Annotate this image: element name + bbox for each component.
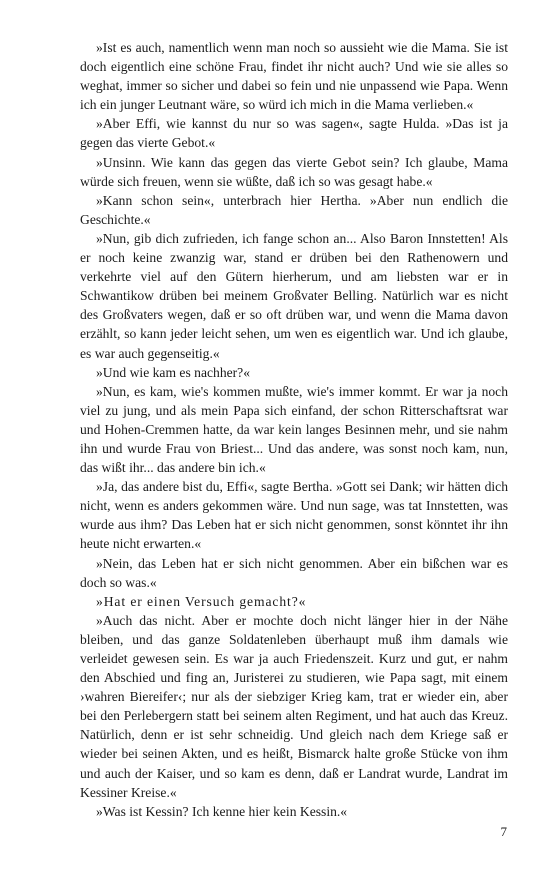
paragraph: »Hat er einen Versuch gemacht?« <box>96 593 307 609</box>
paragraph: »Kann schon sein«, unterbrach hier Hertha. »Aber nun endlich die Geschichte.« <box>80 192 508 227</box>
paragraph: »Aber Effi, wie kannst du nur so was sagen«, sagte Hulda. »Das ist ja gegen das vierte Gebot.« <box>80 116 508 151</box>
page-number: 7 <box>500 824 507 839</box>
paragraph: »Was ist Kessin? Ich kenne hier kein Kessin.« <box>96 803 348 819</box>
paragraph: »Nein, das Leben hat er sich nicht genommen. Aber ein bißchen war es doch so was.« <box>80 555 508 590</box>
paragraph: »Unsinn. Wie kann das gegen das vierte Gebot sein? Ich glaube, Mama würde sich freuen, wenn sie wüßte, daß ich so was gesagt habe.« <box>80 154 508 189</box>
paragraph: »Und wie kam es nachher?« <box>96 364 251 380</box>
paragraph: »Auch das nicht. Aber er mochte doch nicht länger hier in der Nähe bleiben, und das ganze Soldatenleben überhaupt muß ihm damals wie verleidet gewesen sein. Es war ja auch Friedenszeit. Kurz und gut, er nahm den Abschied und fing an, Juristerei zu studieren, wie Papa sagt, mit einem ›wahren Biereifer‹; nur als der siebziger Krieg kam, trat er wieder ein, aber bei den Perlebergern statt bei seinem alten Regiment, und hat auch das Kreuz. Natürlich, denn er ist sehr schneidig. Und gleich nach dem Kriege saß er wieder bei seinen Akten, und es heißt, Bismarck halte große Stücke von ihm und auch der Kaiser, und so kam es denn, daß er Landrat wurde, Landrat im Kessiner Kreise.« <box>80 612 508 800</box>
paragraph: »Nun, es kam, wie's kommen mußte, wie's immer kommt. Er war ja noch viel zu jung, und als mein Papa sich einfand, der schon Ritterschaftsrat war und Hohen-Cremmen hatte, da war kein langes Besinnen mehr, und sie nahm ihn und wurde Frau von Briest... Und das andere, was sonst noch kam, nun, das wißt ihr... das andere bin ich.« <box>80 383 508 476</box>
paragraph: »Ist es auch, namentlich wenn man noch so aussieht wie die Mama. Sie ist doch eigentlich eine schöne Frau, findet ihr nicht auch? Und wie sie alles so weghat, immer so sicher und dabei so fein und nie unpassend wie Papa. Wenn ich ein junger Leutnant wäre, so würd ich mich in die Mama verlieben.« <box>80 40 508 113</box>
body-text <box>80 38 508 821</box>
paragraph: »Nun, gib dich zufrieden, ich fange schon an... Also Baron Innstetten! Als er noch keine zwanzig war, stand er drüben bei den Rathenowern und verkehrte viel auf den Gütern hierherum, und am liebsten war er in Schwantikow drüben bei meinem Großvater Belling. Natürlich war es nicht des Großvaters wegen, daß er so oft drüben war, und wenn die Mama davon erzählt, so kann jeder leicht sehen, um wen es eigentlich war. Und ich glaube, es war auch gegenseitig.« <box>80 230 508 361</box>
paragraph: »Ja, das andere bist du, Effi«, sagte Bertha. »Gott sei Dank; wir hätten dich nicht, wenn es anders gekommen wäre. Und nun sage, was tat Innstetten, was wurde aus ihm? Das Leben hat er sich nicht genommen, sonst könntet ihr ihn heute nicht erwarten.« <box>80 479 508 552</box>
